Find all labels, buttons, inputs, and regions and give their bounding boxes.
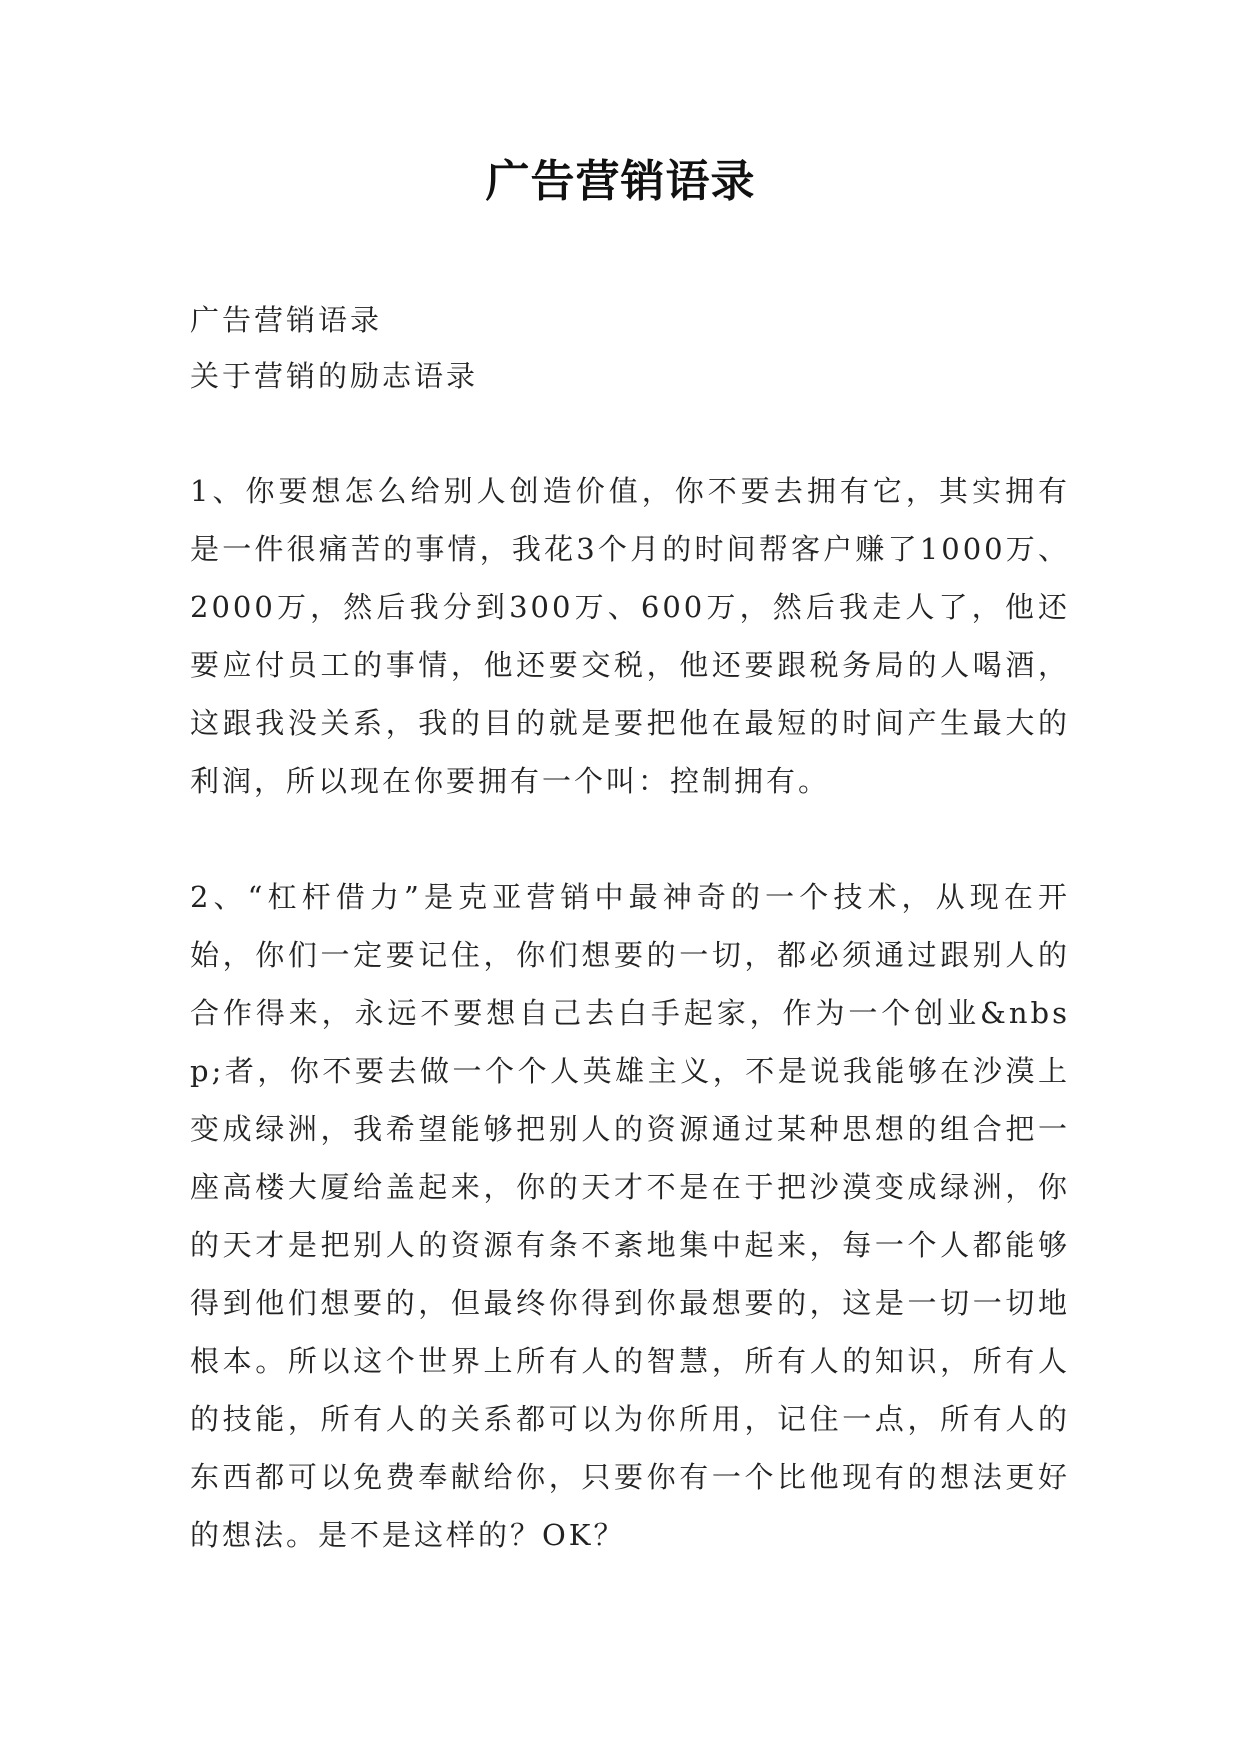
intro-line-subtitle: 关于营销的励志语录: [190, 359, 479, 393]
intro-line-title: 广告营销语录: [190, 303, 383, 337]
paragraph-1: 1、你要想怎么给别人创造价值，你不要去拥有它，其实拥有是一件很痛苦的事情，我花3个月的时间帮客户赚了1000万、2000万，然后我分到300万、600万，然后我走人了，他还要应付员工的事情，他还要交税，他还要跟税务局的人喝酒，这跟我没关系，我的目的就是要把他在最短的时间产生最大的利润，所以现在你要拥有一个叫：控制拥有。: [190, 474, 1070, 798]
paragraph-2: 2、“杠杆借力”是克亚营销中最神奇的一个技术，从现在开始，你们一定要记住，你们想要的一切，都必须通过跟别人的合作得来，永远不要想自己去白手起家，作为一个创业&nbsp;者，你不要去做一个个人英雄主义，不是说我能够在沙漠上变成绿洲，我希望能够把别人的资源通过某种思想的组合把一座高楼大厦给盖起来，你的天才不是在于把沙漠变成绿洲，你的天才是把别人的资源有条不紊地集中起来，每一个人都能够得到他们想要的，但最终你得到你最想要的，这是一切一切地根本。所以这个世界上所有人的智慧，所有人的知识，所有人的技能，所有人的关系都可以为你所用，记住一点，所有人的东西都可以免费奉献给你，只要你有一个比他现有的想法更好的想法。是不是这样的？OK？: [190, 880, 1070, 1552]
document-intro: [190, 292, 1070, 404]
document-title: 广告营销语录: [485, 156, 756, 207]
